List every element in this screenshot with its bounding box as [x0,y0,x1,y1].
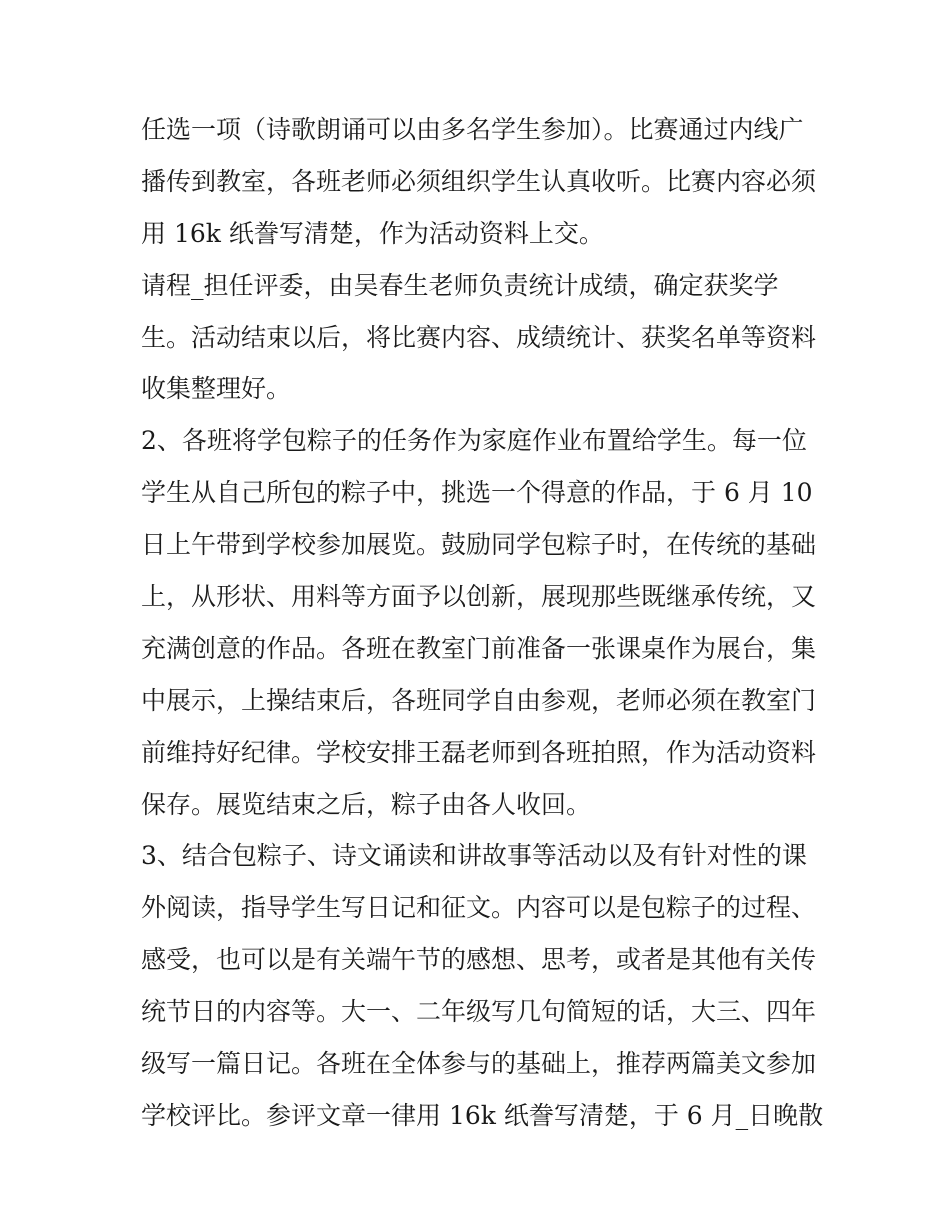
text-line: 日上午带到学校参加展览。鼓励同学包粽子时，在传统的基础 [141,530,817,560]
text-line: 2、各班将学包粽子的任务作为家庭作业布置给学生。每一位 [141,426,807,456]
text-line: 3、结合包粽子、诗文诵读和讲故事等活动以及有针对性的课 [141,841,807,871]
text-line: 上，从形状、用料等方面予以创新，展现那些既继承传统，又 [141,582,817,612]
text-line: 学校评比。参评文章一律用 16k 纸誊写清楚，于 6 月_日晚散 [141,1100,824,1130]
text-line: 中展示，上操结束后，各班同学自由参观，老师必须在教室门 [141,685,817,715]
text-line: 保存。展览结束之后，粽子由各人收回。 [141,789,592,819]
text-line: 任选一项（诗歌朗诵可以由多名学生参加）。比赛通过内线广 [141,115,804,144]
text-line: 级写一篇日记。各班在全体参与的基础上，推荐两篇美文参加 [141,1049,817,1079]
text-line: 充满创意的作品。各班在教室门前准备一张课桌作为展台，集 [141,633,817,663]
text-line: 学生从自己所包的粽子中，挑选一个得意的作品，于 6 月 10 [141,478,813,508]
text-line: 生。活动结束以后，将比赛内容、成绩统计、获奖名单等资料 [141,322,817,352]
text-line: 用 16k 纸誊写清楚，作为活动资料上交。 [141,218,604,248]
text-line: 请程_担任评委，由吴春生老师负责统计成绩，确定获奖学 [141,270,779,300]
text-line: 收集整理好。 [141,374,292,404]
body-text [141,104,824,1142]
text-line: 播传到教室，各班老师必须组织学生认真收听。比赛内容必须 [141,166,817,196]
text-line: 统节日的内容等。大一、二年级写几句简短的话，大三、四年 [141,997,817,1027]
text-line: 前维持好纪律。学校安排王磊老师到各班拍照，作为活动资料 [141,737,817,767]
text-line: 外阅读，指导学生写日记和征文。内容可以是包粽子的过程、 [141,893,817,923]
text-line: 感受，也可以是有关端午节的感想、思考，或者是其他有关传 [141,945,817,975]
